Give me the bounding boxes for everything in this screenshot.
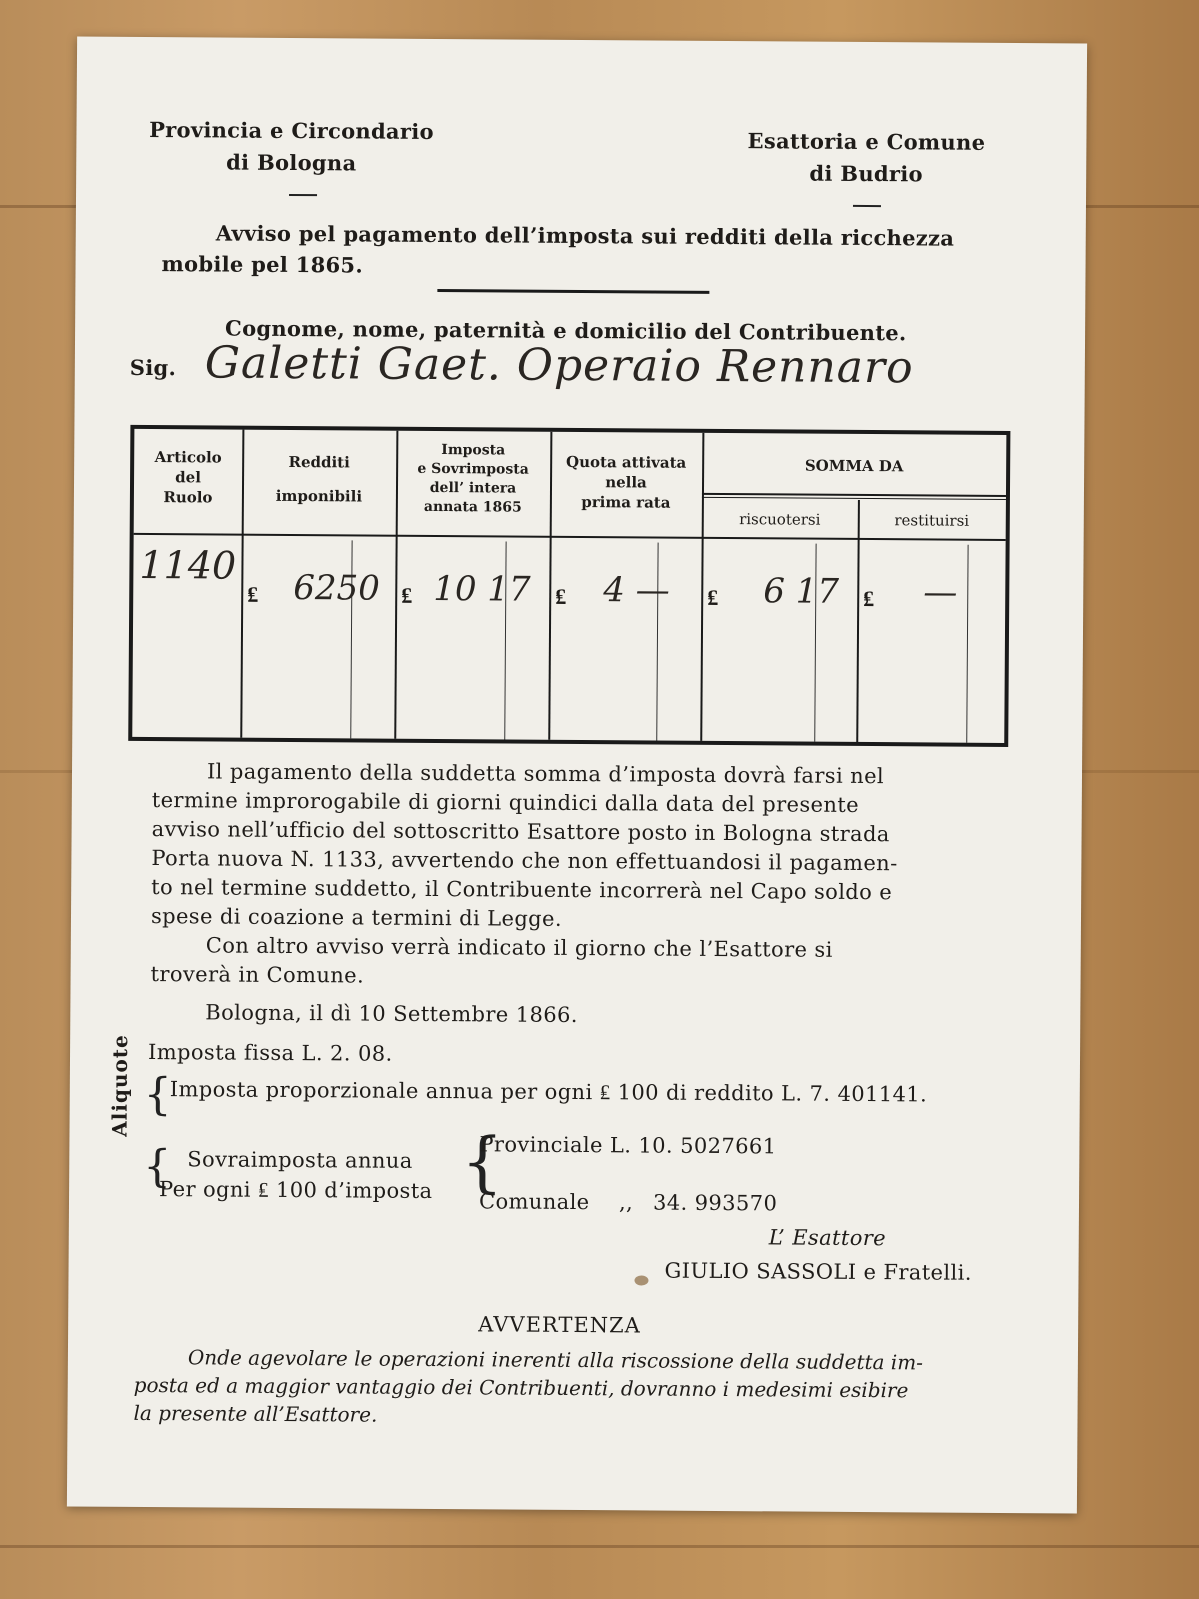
warning-line: Onde agevolare le operazioni inerenti alla riscossione della suddetta im- (187, 1345, 924, 1375)
paragraph-1-line: avviso nell’ufficio del sottoscritto Esattore posto in Bologna strada (151, 817, 890, 847)
header-left-line1: Provincia e Circondario (149, 116, 434, 144)
header-imposta: Imposta e Sovrimposta dell’ intera annata 1865 (417, 442, 529, 516)
header-right-line2: di Budrio (809, 160, 923, 187)
wood-grain (0, 1545, 1199, 1548)
brace-left-bottom: { (143, 1140, 172, 1193)
paragraph-2-line: Con altro avviso verrà indicato il giorno che l’Esattore si (205, 933, 833, 962)
tax-table (128, 425, 1010, 747)
signature-role: L’ Esattore (768, 1225, 887, 1251)
header-left-dash (289, 194, 317, 196)
paper-stain (634, 1275, 648, 1285)
value-redditi: 6250 (293, 568, 380, 609)
value-riscuotersi: 6 17 (763, 571, 840, 612)
date-line: Bologna, il dì 10 Settembre 1866. (205, 1000, 578, 1028)
paragraph-1-line: to nel termine suddetto, il Contribuente incorrerà nel Capo soldo e (151, 875, 893, 905)
lira-symbol: ₤ (555, 583, 567, 610)
taxpayer-handwritten-name: Galetti Gaet. Operaio Rennaro (204, 337, 914, 394)
aliquote-surtax-line1: Sovraimposta annua (187, 1147, 413, 1173)
tax-notice-document (67, 36, 1087, 1513)
table-col-divider (856, 500, 860, 742)
lira-symbol: ₤ (863, 585, 875, 613)
title-line2: mobile pel 1865. (161, 251, 364, 278)
header-somma-da: SOMMA DA (804, 456, 904, 476)
value-articolo: 1140 (139, 542, 237, 588)
header-restituirsi: restituirsi (894, 511, 970, 530)
taxpayer-prefix: Sig. (129, 354, 177, 381)
table-header-rule (134, 533, 1006, 541)
title-line1: Avviso pel pagamento dell’imposta sui redditi della ricchezza (215, 220, 955, 251)
header-riscuotersi: riscuotersi (739, 510, 821, 529)
brace-left-top: { (143, 1068, 172, 1121)
value-imposta: 10 17 (433, 568, 531, 610)
warning-title: AVVERTENZA (478, 1312, 641, 1338)
table-somma-rule (702, 497, 1006, 500)
aliquote-communal-value: 34. 993570 (652, 1190, 778, 1216)
warning-line: la presente all’Esattore. (133, 1400, 378, 1427)
paragraph-1-line: Il pagamento della suddetta somma d’imposta dovrà farsi nel (206, 759, 885, 789)
header-right-dash (853, 205, 881, 207)
header-articolo: Articolo del Ruolo (154, 448, 222, 507)
value-restituirsi: — (923, 572, 958, 613)
signature-name: GIULIO SASSOLI e Fratelli. (664, 1258, 972, 1285)
warning-line: posta ed a maggior vantaggio dei Contribuenti, dovranno i medesimi esibire (133, 1372, 909, 1403)
lira-symbol: ₤ (247, 581, 259, 608)
aliquote-communal-mark: ,, (618, 1190, 634, 1215)
header-right-line1: Esattoria e Comune (747, 128, 986, 155)
header-quota: Quota attivata nella prima rata (566, 452, 687, 512)
title-rule (437, 289, 709, 294)
aliquote-surtax-line2: Per ogni ₤ 100 d’imposta (159, 1177, 433, 1204)
header-left-line2: di Bologna (226, 149, 357, 176)
paragraph-2-line: troverà in Comune. (150, 962, 365, 988)
brace-right: { (461, 1123, 504, 1201)
lira-symbol: ₤ (707, 584, 719, 611)
aliquote-proportional: Imposta proporzionale annua per ogni ₤ 100 di reddito L. 7. 401141. (169, 1077, 928, 1107)
aliquote-side-label: Aliquote (107, 1034, 133, 1137)
paragraph-1-line: Porta nuova N. 1133, avvertendo che non effettuandosi il pagamen- (151, 846, 898, 876)
aliquote-communal-label: Comunale (478, 1189, 590, 1215)
header-redditi: Redditi imponibili (275, 452, 363, 506)
taxpayer-caption: Cognome, nome, paternità e domicilio del Contribuente. (225, 315, 907, 346)
lira-symbol: ₤ (401, 582, 413, 609)
value-quota: 4 — (603, 570, 670, 611)
aliquote-provincial: Provinciale L. 10. 5027661 (479, 1132, 777, 1159)
paragraph-1-line: termine improrogabile di giorni quindici dalla data del presente (151, 788, 860, 817)
table-cents-divider (966, 545, 968, 743)
paragraph-1-line: spese di coazione a termini di Legge. (150, 904, 563, 931)
fixed-tax-line: Imposta fissa L. 2. 08. (147, 1040, 393, 1066)
